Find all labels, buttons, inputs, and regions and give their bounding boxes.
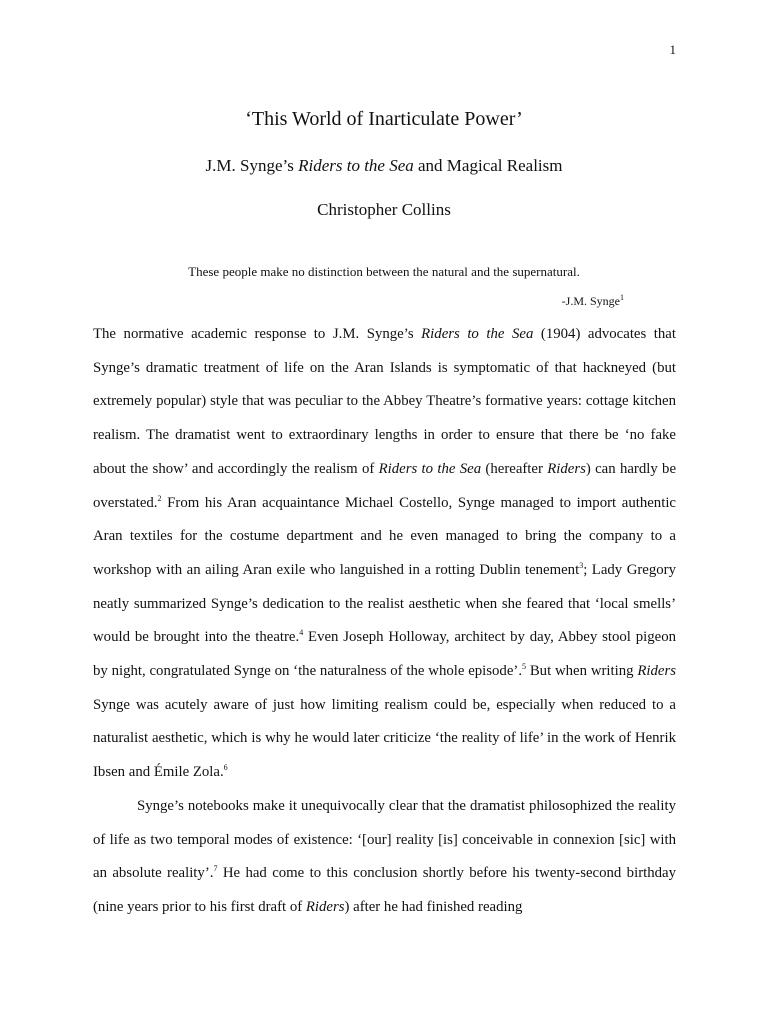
- paper-title: ‘This World of Inarticulate Power’: [245, 108, 523, 130]
- body-text: [93, 318, 676, 925]
- text-run: Synge was acutely aware of just how limiting realism could be, especially when reduced to a naturalist aesthetic, which is why he would later criticize ‘the reality of life’ in the work of Henrik Ibsen and Émile Zola.: [93, 696, 676, 781]
- text-run: (hereafter: [481, 460, 548, 477]
- text-run: ) can hardly be overstated.: [93, 460, 677, 511]
- attribution-text: -J.M. Synge: [561, 294, 620, 308]
- text-run: He had come to this conclusion shortly before his twenty-second birthday (nine years prior to his first draft of: [93, 865, 676, 915]
- italic-title: Riders to the Sea: [378, 460, 482, 477]
- italic-title: Riders: [305, 898, 345, 915]
- italic-title: Riders: [547, 460, 586, 477]
- text-run: (1904) advocates that Synge’s dramatic treatment of life on the Aran Islands is symptomatic of that hackneyed (but extremely popular) style that was peculiar to the Abbey Theatre’s formative years: cottage kitchen realism. The dramatist went to extraordinary lengths in order to ensure that there be ‘no fake about the show’ and accordingly the realism of: [93, 326, 676, 477]
- page-number: 1: [669, 42, 676, 57]
- epigraph-attribution: [562, 294, 624, 309]
- paragraph-1: [93, 318, 676, 790]
- footnote-marker: 1: [620, 293, 624, 302]
- text-run: From his Aran acquaintance Michael Costello, Synge managed to import authentic Aran textiles for the costume department and he even managed to bring the company to a workshop with an ailing Aran exile who languished in a rotting Dublin tenement: [93, 494, 676, 578]
- text-run: Synge’s notebooks make it unequivocally clear that the dramatist philosophized the reality of life as two temporal modes of existence: ‘[our] reality [is] conceivable in connexion [sic] with an absolute reality’.: [93, 797, 676, 882]
- paragraph-2: [93, 790, 676, 925]
- footnote-marker: 2: [157, 493, 162, 503]
- text-run: The normative academic response to J.M. Synge’s: [93, 326, 422, 342]
- footnote-marker: 5: [522, 662, 527, 672]
- footnote-marker: 4: [299, 628, 304, 638]
- subtitle-prefix: J.M. Synge’s: [205, 156, 299, 175]
- epigraph-quote: These people make no distinction between the natural and the supernatural.: [188, 264, 580, 279]
- text-run: ) after he had finished reading: [344, 898, 523, 915]
- text-run: But when writing: [526, 663, 638, 680]
- footnote-marker: 6: [223, 763, 228, 773]
- italic-title: Riders: [637, 663, 676, 680]
- text-run: Even Joseph Holloway, architect by day, Abbey stool pigeon by night, congratulated Synge on ‘the naturalness of the whole episode’.: [93, 629, 676, 680]
- subtitle-suffix: and Magical Realism: [413, 156, 563, 175]
- paper-subtitle: [0, 156, 768, 176]
- footnote-marker: 7: [213, 864, 218, 874]
- footnote-marker: 3: [579, 561, 584, 570]
- text-run: ; Lady Gregory neatly summarized Synge’s dedication to the realist aesthetic when she feared that ‘local smells’ would be brought into the theatre.: [93, 561, 677, 646]
- italic-title: Riders to the Sea: [421, 326, 534, 342]
- subtitle-italic-title: Riders to the Sea: [298, 156, 414, 175]
- author-name: Christopher Collins: [317, 200, 451, 219]
